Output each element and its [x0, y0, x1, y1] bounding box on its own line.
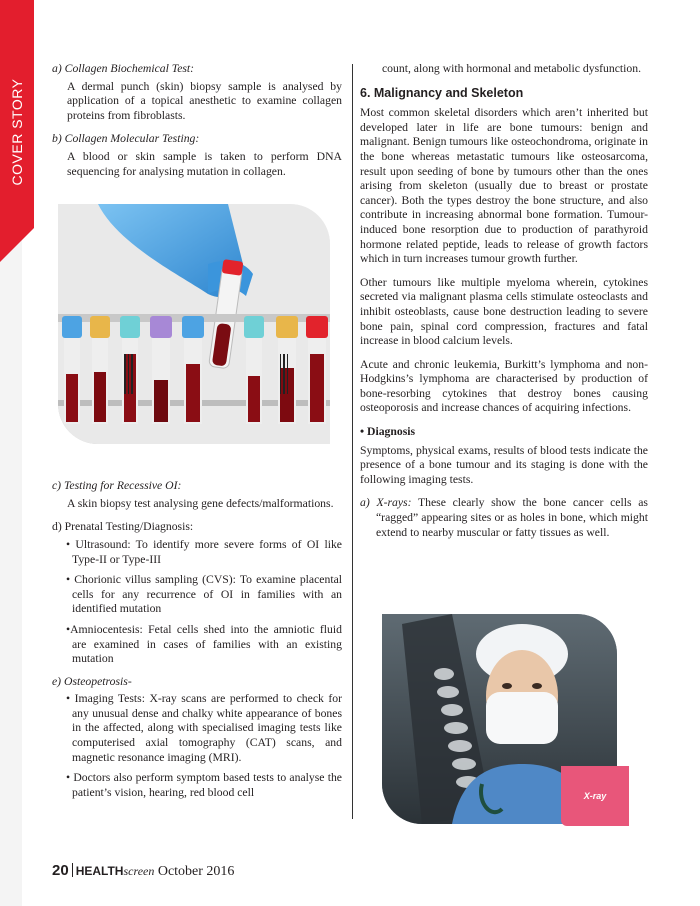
paragraph: Other tumours like multiple myeloma wherein, cytokines secreted via malignant plasma cells stimulate osteoclasts and inhibit osteoblasts, cause bone destruction leading to severe bone pain, spinal cord compression, fractures and fatal increase in blood calcium levels.: [360, 275, 648, 348]
subheading-e: e) Osteopetrosis-: [52, 674, 132, 688]
xray-paragraph: a) X-rays: These clearly show the bone cancer cells as “ragged” appearing sites or as holes in bone, which might extend to nearby muscular or fatty tissues as well.: [360, 496, 648, 539]
page-footer: [52, 862, 234, 880]
blood-tubes-illustration: [58, 204, 330, 444]
xray-label: a) X-rays:: [360, 496, 412, 510]
subheading-d: d) Prenatal Testing/Diagnosis:: [52, 520, 194, 534]
list-item: • Imaging Tests: X-ray scans are performed to check for any unusual dense and chalky white appearance of bones in the affected, along with specialised imaging tests like computerised axial tomography (CAT) scans, and magnetic resonance imaging (MRI).: [66, 692, 342, 764]
right-column: [360, 62, 648, 549]
paragraph-a: A dermal punch (skin) biopsy sample is analysed by application of a topical anesthetic to examine collagen proteins from fibroblasts.: [67, 79, 342, 122]
paragraph-b: A blood or skin sample is taken to perform DNA sequencing for analysing mutation in collagen.: [67, 149, 342, 178]
diagnosis-heading: • Diagnosis: [360, 425, 416, 439]
list-item: •Amniocentesis: Fetal cells shed into the amniotic fluid are examined in cases of families with an existing mutation: [66, 622, 342, 666]
continued-text: count, along with hormonal and metabolic dysfunction.: [382, 62, 642, 75]
list-item: • Ultrasound: To identify more severe forms of OI like Type-II or Type-III: [66, 537, 342, 566]
image-caption: X-ray: [561, 766, 629, 826]
paragraph: Most common skeletal disorders which aren’t inherited but developed later in life are bone tumours: benign and malignant. Benign tumours like osteochondroma, originate in the bone whereas metastatic tumours like osteosarcoma, result upon seeding of bone by tumours other than the ones arising from skeleton (usually due to breast or prostate cancer). Both the types destroy the bone structure, and also contribute in increasing abnormal bone formation. Tumour-induced bone resorption due to production of parathyroid hormone related peptide, leads to release of growth factors which in turn increases tumour growth further.: [360, 106, 648, 266]
section-heading: 6. Malignancy and Skeleton: [360, 85, 524, 100]
list-item: • Chorionic villus sampling (CVS): To examine placental cells for any recurrence of OI in families with an identified mutation: [66, 573, 342, 616]
issue-date: October 2016: [157, 864, 235, 879]
paragraph: Acute and chronic leukemia, Burkitt’s lymphoma and non-Hodgkins’s lymphoma are characterised by production of bone-resorbing cytokines that destroy bones causing osteoporosis and increase chances of acquiring infections.: [360, 357, 648, 415]
magazine-brand-script: screen: [123, 864, 155, 878]
blood-tubes-photo: [58, 204, 330, 444]
subheading-b: b) Collagen Molecular Testing:: [52, 132, 200, 146]
paragraph-c: A skin biopsy test analysing gene defects/malformations.: [67, 496, 334, 510]
footer-separator: [72, 863, 73, 877]
magazine-brand: HEALTH: [75, 864, 124, 878]
subheading-c: c) Testing for Recessive OI:: [52, 479, 182, 493]
section-tab-label: COVER STORY: [9, 78, 25, 186]
paragraph: Symptoms, physical exams, results of blood tests indicate the presence of a bone tumour and its staging is done with the following imaging tests.: [360, 443, 648, 486]
list-item: • Doctors also perform symptom based tests to analyse the patient’s vision, hearing, red blood cell: [66, 771, 342, 799]
column-divider: [352, 64, 353, 819]
subheading-a: a) Collagen Biochemical Test:: [52, 62, 195, 75]
page-number: 20: [52, 862, 69, 879]
